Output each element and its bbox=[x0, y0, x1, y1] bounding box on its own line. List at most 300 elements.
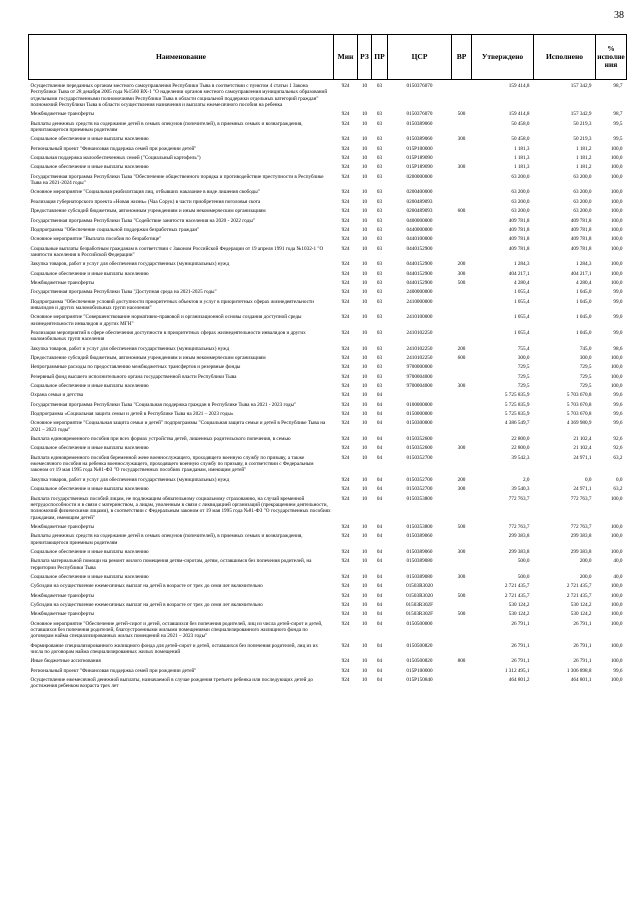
row-executed: 24 971,1 bbox=[573, 486, 592, 493]
row-csr: 2410100000 bbox=[406, 314, 433, 321]
table-row bbox=[29, 296, 627, 312]
table-row bbox=[29, 474, 627, 483]
row-name: Межбюджетные трансферты bbox=[30, 523, 95, 530]
table-row bbox=[29, 590, 627, 599]
row-executed: 409 781,8 bbox=[570, 226, 592, 233]
row-executed: 24 971,1 bbox=[573, 454, 592, 461]
row-rz: 10 bbox=[361, 145, 368, 152]
row-executed: 2 721 435,7 bbox=[566, 583, 592, 590]
row-vr bbox=[452, 118, 472, 134]
row-pr: 04 bbox=[376, 667, 383, 674]
row-pr: 04 bbox=[376, 677, 383, 684]
row-executed: 530 124,2 bbox=[570, 601, 592, 608]
row-name: Подпрограмма «Социальная защита семьи и детей в Республике Тыва на 2021 – 2023 годы» bbox=[30, 411, 234, 418]
row-percent: 0,0 bbox=[616, 476, 623, 483]
row-executed: 1 045,0 bbox=[575, 298, 592, 305]
row-rz: 10 bbox=[361, 279, 368, 286]
row-rz: 10 bbox=[361, 583, 368, 590]
row-csr: 2400000000 bbox=[406, 289, 433, 296]
row-percent: 63,2 bbox=[613, 454, 623, 461]
row-rz: 10 bbox=[361, 236, 368, 243]
row-name: Межбюджетные трансферты bbox=[30, 611, 95, 618]
row-vr bbox=[452, 555, 472, 571]
row-min: 924 bbox=[341, 533, 350, 540]
row-vr bbox=[452, 143, 472, 152]
row-name: Государственная программа Республики Тыва "Социальная поддержка граждан в Республике Тыва на 2021 - 2023 годы" bbox=[30, 401, 297, 408]
row-min: 924 bbox=[341, 620, 350, 627]
row-executed: 21 102,4 bbox=[573, 436, 592, 443]
row-csr: 0440152900 bbox=[406, 245, 433, 252]
row-pr: 03 bbox=[376, 189, 383, 196]
row-pr: 03 bbox=[376, 136, 383, 143]
row-rz: 10 bbox=[361, 411, 368, 418]
row-rz: 10 bbox=[361, 189, 368, 196]
row-vr bbox=[452, 196, 472, 205]
row-name: Выплата единовременного пособия при всех формах устройства детей, лишенных родительского попечения, в семью bbox=[30, 436, 291, 443]
row-percent: 100,0 bbox=[610, 642, 623, 649]
row-approved: 500,0 bbox=[517, 558, 530, 565]
row-name: Формирование специализированного жилищного фонда для детей-сирот и детей, оставшихся без попечения родителей, лиц из их числа по договорам найма специализированных жилых помещений bbox=[30, 642, 319, 656]
row-vr bbox=[452, 674, 472, 690]
row-min: 924 bbox=[341, 558, 350, 565]
row-min: 924 bbox=[341, 523, 350, 530]
row-executed: 26 791,1 bbox=[573, 658, 592, 665]
row-rz: 10 bbox=[361, 611, 368, 618]
row-csr: 0150376070 bbox=[406, 83, 433, 89]
row-name: Межбюджетные трансферты bbox=[30, 592, 95, 599]
row-vr bbox=[452, 311, 472, 327]
row-name: Непрограммные расходы по предоставлению межбюджетных трансфертов и резервные фонды bbox=[30, 364, 241, 371]
row-rz: 10 bbox=[361, 329, 368, 336]
row-approved: 5 725 835,9 bbox=[504, 392, 530, 399]
row-min: 924 bbox=[341, 445, 350, 452]
row-name: Социальное обеспечение и иные выплаты населению bbox=[30, 445, 149, 452]
header-pr: ПР bbox=[372, 35, 388, 80]
row-min: 924 bbox=[341, 208, 350, 215]
row-pr: 03 bbox=[376, 111, 383, 118]
row-name: Охрана семьи и детства bbox=[30, 392, 84, 399]
row-vr: 500 bbox=[457, 279, 466, 286]
row-min: 924 bbox=[341, 314, 350, 321]
row-vr bbox=[452, 224, 472, 233]
row-percent: 92,6 bbox=[613, 445, 623, 452]
row-vr bbox=[452, 361, 472, 370]
row-executed: 5 703 670,8 bbox=[566, 401, 592, 408]
row-csr: 2410102250 bbox=[406, 345, 433, 352]
row-min: 924 bbox=[341, 136, 350, 143]
row-approved: 1 055,4 bbox=[513, 289, 530, 296]
row-percent: 100,0 bbox=[610, 533, 623, 540]
row-csr: 0440100000 bbox=[406, 236, 433, 243]
row-csr: 0150353800 bbox=[406, 523, 433, 530]
table-row bbox=[29, 417, 627, 433]
table-row bbox=[29, 442, 627, 451]
row-approved: 63 200,0 bbox=[511, 173, 530, 180]
row-name: Субсидии на осуществление ежемесячных выплат на детей в возрасте от трех до семи лет включительно bbox=[30, 583, 263, 590]
row-percent: 99,0 bbox=[613, 314, 623, 321]
row-min: 924 bbox=[341, 155, 350, 162]
row-vr: 500 bbox=[457, 523, 466, 530]
row-rz: 10 bbox=[361, 83, 368, 89]
row-vr: 300 bbox=[457, 445, 466, 452]
row-min: 924 bbox=[341, 226, 350, 233]
row-approved: 1 181,3 bbox=[513, 155, 530, 162]
row-min: 924 bbox=[341, 573, 350, 580]
row-csr: 0150500820 bbox=[406, 658, 433, 665]
row-rz: 10 bbox=[361, 217, 368, 224]
row-pr: 03 bbox=[376, 155, 383, 162]
row-percent: 100,0 bbox=[610, 189, 623, 196]
row-percent: 40,0 bbox=[613, 558, 623, 565]
table-row bbox=[29, 343, 627, 352]
row-csr: 015P150840 bbox=[406, 677, 433, 684]
row-pr: 03 bbox=[376, 364, 383, 371]
row-executed: 409 781,8 bbox=[570, 236, 592, 243]
row-csr: 0100000000 bbox=[406, 401, 433, 408]
row-approved: 755,4 bbox=[517, 345, 530, 352]
table-row bbox=[29, 655, 627, 664]
row-min: 924 bbox=[341, 583, 350, 590]
row-vr bbox=[452, 452, 472, 474]
row-percent: 100,0 bbox=[610, 198, 623, 205]
row-pr: 04 bbox=[376, 620, 383, 627]
row-min: 924 bbox=[341, 245, 350, 252]
row-rz: 10 bbox=[361, 486, 368, 493]
table-row bbox=[29, 161, 627, 170]
row-rz: 10 bbox=[361, 198, 368, 205]
row-name: Выплаты денежных средств на содержание детей в семьях опекунов (попечителей), в приемных семьях и вознаграждения, причитающегося приемным родителям bbox=[30, 120, 303, 134]
row-approved: 39 540,3 bbox=[511, 486, 530, 493]
row-min: 924 bbox=[341, 364, 350, 371]
table-row bbox=[29, 233, 627, 242]
table-row bbox=[29, 361, 627, 370]
row-approved: 299 383,8 bbox=[508, 533, 530, 540]
row-pr: 03 bbox=[376, 120, 383, 127]
row-vr bbox=[452, 371, 472, 380]
row-csr: 015P100000 bbox=[406, 145, 433, 152]
row-rz: 10 bbox=[361, 601, 368, 608]
row-pr: 03 bbox=[376, 383, 383, 390]
row-name: Закупка товаров, работ и услуг для обеспечения государственных (муниципальных) нужд bbox=[30, 345, 230, 352]
row-approved: 26 791,1 bbox=[511, 642, 530, 649]
row-name: Подпрограмма "Обеспечение условий доступности приоритетных объектов и услуг в приоритетных сферах жизнедеятельности инвалидов и других маломобильных групп населения" bbox=[30, 298, 314, 311]
row-name: Социальное обеспечение и иные выплаты населению bbox=[30, 383, 149, 390]
row-rz: 10 bbox=[361, 173, 368, 180]
row-name: Выплата государственных пособий лицам, не подлежащим обязательному социальному страхованию, на случай временной нетрудоспособности и в связи с материнством, а лицам, уволенным в связи с ликвидацией организаций (прекращением деятельности, полномочий физическими лицами), в соответствии с Федеральным законом от 19 мая 1995 года №81-ФЗ "О государственных пособиях гражданам, имеющим детей" bbox=[30, 495, 331, 521]
row-percent: 100,0 bbox=[610, 583, 623, 590]
row-percent: 100,0 bbox=[610, 601, 623, 608]
row-percent: 100,0 bbox=[610, 364, 623, 371]
row-pr: 04 bbox=[376, 558, 383, 565]
row-approved: 409 781,8 bbox=[508, 236, 530, 243]
row-pr: 03 bbox=[376, 217, 383, 224]
row-rz: 10 bbox=[361, 573, 368, 580]
row-executed: 745,0 bbox=[579, 345, 592, 352]
row-executed: 26 791,1 bbox=[573, 642, 592, 649]
row-vr: 600 bbox=[457, 355, 466, 361]
row-executed: 1 045,0 bbox=[575, 289, 592, 296]
row-rz: 10 bbox=[361, 261, 368, 268]
row-approved: 772 763,7 bbox=[508, 495, 530, 502]
row-rz: 10 bbox=[361, 642, 368, 649]
budget-table bbox=[28, 34, 627, 690]
row-percent: 100,0 bbox=[610, 677, 623, 684]
row-percent: 92,6 bbox=[613, 436, 623, 443]
row-executed: 1 306 898,8 bbox=[566, 667, 592, 674]
row-executed: 300,0 bbox=[579, 355, 592, 361]
row-pr: 04 bbox=[376, 392, 383, 399]
row-percent: 99,0 bbox=[613, 289, 623, 296]
row-pr: 04 bbox=[376, 601, 383, 608]
table-row bbox=[29, 640, 627, 656]
row-percent: 98,6 bbox=[613, 345, 623, 352]
row-executed: 200,0 bbox=[579, 558, 592, 565]
row-approved: 729,5 bbox=[517, 383, 530, 390]
row-min: 924 bbox=[341, 145, 350, 152]
row-approved: 26 791,1 bbox=[511, 620, 530, 627]
row-min: 924 bbox=[341, 164, 350, 171]
row-approved: 1 055,4 bbox=[513, 298, 530, 305]
row-csr: 01503R302F bbox=[405, 611, 434, 618]
row-approved: 729,5 bbox=[517, 373, 530, 380]
row-executed: 2 721 435,7 bbox=[566, 592, 592, 599]
row-min: 924 bbox=[341, 298, 350, 305]
row-csr bbox=[388, 389, 452, 398]
row-percent: 100,0 bbox=[610, 173, 623, 180]
row-percent: 100,0 bbox=[610, 523, 623, 530]
row-min: 924 bbox=[341, 476, 350, 483]
row-rz: 10 bbox=[361, 445, 368, 452]
row-pr: 03 bbox=[376, 373, 383, 380]
row-executed: 729,5 bbox=[579, 364, 592, 371]
row-name: Региональный проект "Финансовая поддержка семей при рождении детей" bbox=[30, 145, 197, 152]
row-name: Основное мероприятие "Выплата пособия по безработице" bbox=[30, 236, 162, 243]
row-csr: 0150389060 bbox=[406, 136, 433, 143]
row-executed: 5 703 670,8 bbox=[566, 411, 592, 418]
row-rz: 10 bbox=[361, 364, 368, 371]
row-name: Осуществление ежемесячной денежной выплаты, назначаемой в случае рождения третьего ребенка или последующих детей до достижения ребенком возраста трех лет bbox=[30, 677, 313, 690]
row-rz: 10 bbox=[361, 677, 368, 684]
table-row bbox=[29, 258, 627, 267]
row-vr bbox=[452, 186, 472, 195]
row-executed: 5 703 670,8 bbox=[566, 392, 592, 399]
row-approved: 729,5 bbox=[517, 364, 530, 371]
row-rz: 10 bbox=[361, 420, 368, 427]
row-executed: 464 801,1 bbox=[570, 677, 592, 684]
row-min: 924 bbox=[341, 495, 350, 502]
row-approved: 530 124,2 bbox=[508, 611, 530, 618]
row-csr: 0150389060 bbox=[406, 548, 433, 555]
row-name: Подпрограмма "Обеспечение социальной поддержки безработных граждан" bbox=[30, 226, 200, 233]
row-approved: 299 383,8 bbox=[508, 548, 530, 555]
row-name: Резервный фонд высшего исполнительного органа государственной власти Республики Тыва bbox=[30, 373, 237, 380]
row-approved: 2 721 435,7 bbox=[504, 592, 530, 599]
row-rz: 10 bbox=[361, 401, 368, 408]
row-csr: 9700000000 bbox=[406, 364, 433, 371]
header-name: Наименование bbox=[29, 35, 334, 80]
row-vr bbox=[452, 530, 472, 546]
row-min: 924 bbox=[341, 667, 350, 674]
row-pr: 03 bbox=[376, 198, 383, 205]
row-pr: 03 bbox=[376, 355, 383, 361]
row-pr: 03 bbox=[376, 208, 383, 215]
row-min: 924 bbox=[341, 217, 350, 224]
row-pr: 03 bbox=[376, 329, 383, 336]
table-row bbox=[29, 186, 627, 195]
row-pr: 03 bbox=[376, 83, 383, 89]
header-percent: % исполне ния bbox=[596, 35, 627, 80]
row-approved: 464 801,2 bbox=[508, 677, 530, 684]
row-vr bbox=[452, 327, 472, 343]
row-vr bbox=[452, 433, 472, 442]
row-executed: 729,5 bbox=[579, 383, 592, 390]
row-pr: 04 bbox=[376, 573, 383, 580]
header-row bbox=[29, 35, 627, 80]
row-percent: 98,7 bbox=[613, 111, 623, 118]
row-csr: 0150352700 bbox=[406, 454, 433, 461]
row-pr: 03 bbox=[376, 270, 383, 277]
row-name: Закупка товаров, работ и услуг для обеспечения государственных (муниципальных) нужд bbox=[30, 476, 230, 483]
table-row bbox=[29, 571, 627, 580]
row-percent: 100,0 bbox=[610, 155, 623, 162]
row-csr: 015P189090 bbox=[406, 164, 433, 171]
header-approved: Утверждено bbox=[472, 35, 534, 80]
row-vr bbox=[452, 233, 472, 242]
row-executed: 21 102,4 bbox=[573, 445, 592, 452]
row-vr bbox=[452, 215, 472, 224]
row-percent: 100,0 bbox=[610, 383, 623, 390]
row-rz: 10 bbox=[361, 345, 368, 352]
row-executed: 299 383,8 bbox=[570, 548, 592, 555]
row-csr: 01503R302F bbox=[405, 601, 434, 608]
row-vr bbox=[452, 599, 472, 608]
row-pr: 04 bbox=[376, 411, 383, 418]
row-rz: 10 bbox=[361, 289, 368, 296]
row-rz: 10 bbox=[361, 533, 368, 540]
row-executed: 772 763,7 bbox=[570, 495, 592, 502]
row-rz: 10 bbox=[361, 454, 368, 461]
row-vr bbox=[452, 171, 472, 187]
table-row bbox=[29, 389, 627, 398]
table-row bbox=[29, 286, 627, 295]
row-approved: 159 414,8 bbox=[508, 83, 530, 89]
row-name: Социальное обеспечение и иные выплаты населению bbox=[30, 136, 149, 143]
row-pr: 04 bbox=[376, 476, 383, 483]
row-min: 924 bbox=[341, 236, 350, 243]
row-min: 924 bbox=[341, 120, 350, 127]
row-csr: 0150389060 bbox=[406, 533, 433, 540]
row-name: Межбюджетные трансферты bbox=[30, 279, 95, 286]
row-percent: 100,0 bbox=[610, 236, 623, 243]
row-min: 924 bbox=[341, 548, 350, 555]
row-pr: 04 bbox=[376, 548, 383, 555]
row-approved: 4 386 549,7 bbox=[504, 420, 530, 427]
row-name: Региональный проект "Финансовая поддержка семей при рождении детей" bbox=[30, 667, 197, 674]
row-percent: 100,0 bbox=[610, 373, 623, 380]
row-min: 924 bbox=[341, 373, 350, 380]
page-number: 38 bbox=[614, 10, 624, 21]
row-vr bbox=[452, 296, 472, 312]
row-approved: 300,0 bbox=[517, 355, 530, 361]
row-executed: 50 219,3 bbox=[573, 120, 592, 127]
row-approved: 1 312 495,1 bbox=[504, 667, 530, 674]
row-percent: 100,0 bbox=[610, 226, 623, 233]
row-rz: 10 bbox=[361, 436, 368, 443]
row-executed: 409 781,8 bbox=[570, 245, 592, 252]
table-row bbox=[29, 196, 627, 205]
row-name: Государственная программа Республики Тыва "Содействие занятости населения на 2020 - 2022 годы" bbox=[30, 217, 255, 224]
row-rz: 10 bbox=[361, 373, 368, 380]
row-name: Выплата единовременного пособия беременной жене военнослужащего, проходящего военную службу по призыву, а также ежемесячного пособия на ребенка военнослужащего, проходящего военную службу по призыву, в соответствии с Федеральным законом от 19 мая 1995 года №81-ФЗ "О государственных пособиях гражданам, имеющим детей" bbox=[30, 454, 314, 474]
row-executed: 530 124,2 bbox=[570, 611, 592, 618]
row-csr: 0200000000 bbox=[406, 173, 433, 180]
row-percent: 100,0 bbox=[610, 658, 623, 665]
row-approved: 2,0 bbox=[523, 476, 530, 483]
row-approved: 409 781,8 bbox=[508, 245, 530, 252]
row-pr: 03 bbox=[376, 289, 383, 296]
row-approved: 1 181,3 bbox=[513, 145, 530, 152]
table-row bbox=[29, 171, 627, 187]
row-pr: 04 bbox=[376, 523, 383, 530]
row-name: Реализация губернаторского проекта «Новая жизнь» (Чаа Сорук) в части приобретения поголовья скота bbox=[30, 198, 261, 205]
row-pr: 04 bbox=[376, 420, 383, 427]
table-row bbox=[29, 399, 627, 408]
row-executed: 729,5 bbox=[579, 373, 592, 380]
row-csr: 0150376070 bbox=[406, 111, 433, 118]
row-csr: 0150000000 bbox=[406, 411, 433, 418]
row-rz: 10 bbox=[361, 155, 368, 162]
row-percent: 63,2 bbox=[613, 486, 623, 493]
row-rz: 10 bbox=[361, 208, 368, 215]
row-rz: 10 bbox=[361, 548, 368, 555]
row-rz: 10 bbox=[361, 164, 368, 171]
row-executed: 772 763,7 bbox=[570, 523, 592, 530]
header-min: Мин bbox=[334, 35, 358, 80]
row-name: Основное мероприятие "Социальная защита семьи и детей" подпрограммы "Социальная защита семьи и детей в Республике Тыва на 2021 – 2023 годы" bbox=[30, 420, 326, 433]
row-approved: 772 763,7 bbox=[508, 523, 530, 530]
header-rz: РЗ bbox=[358, 35, 372, 80]
row-percent: 100,0 bbox=[610, 355, 623, 361]
row-approved: 1 284,3 bbox=[513, 261, 530, 268]
row-csr: 0200489093 bbox=[406, 198, 433, 205]
table-row bbox=[29, 80, 627, 109]
row-csr: 0440152900 bbox=[406, 261, 433, 268]
row-approved: 500,0 bbox=[517, 573, 530, 580]
row-csr: 0150352700 bbox=[406, 486, 433, 493]
row-percent: 100,0 bbox=[610, 145, 623, 152]
row-csr: 2410102250 bbox=[406, 329, 433, 336]
row-min: 924 bbox=[341, 345, 350, 352]
row-pr: 04 bbox=[376, 445, 383, 452]
row-pr: 04 bbox=[376, 454, 383, 461]
row-pr: 03 bbox=[376, 226, 383, 233]
row-vr: 300 bbox=[457, 573, 466, 580]
row-min: 924 bbox=[341, 401, 350, 408]
row-csr: 0150500000 bbox=[406, 620, 433, 627]
table-row bbox=[29, 546, 627, 555]
row-rz: 10 bbox=[361, 476, 368, 483]
row-executed: 299 383,8 bbox=[570, 533, 592, 540]
row-executed: 1 181,2 bbox=[575, 164, 592, 171]
row-percent: 100,0 bbox=[610, 620, 623, 627]
row-executed: 200,0 bbox=[579, 573, 592, 580]
table-row bbox=[29, 152, 627, 161]
row-percent: 99,6 bbox=[613, 392, 623, 399]
row-approved: 26 791,1 bbox=[511, 658, 530, 665]
row-csr: 0150389080 bbox=[406, 558, 433, 565]
row-vr bbox=[452, 399, 472, 408]
table-row bbox=[29, 608, 627, 617]
